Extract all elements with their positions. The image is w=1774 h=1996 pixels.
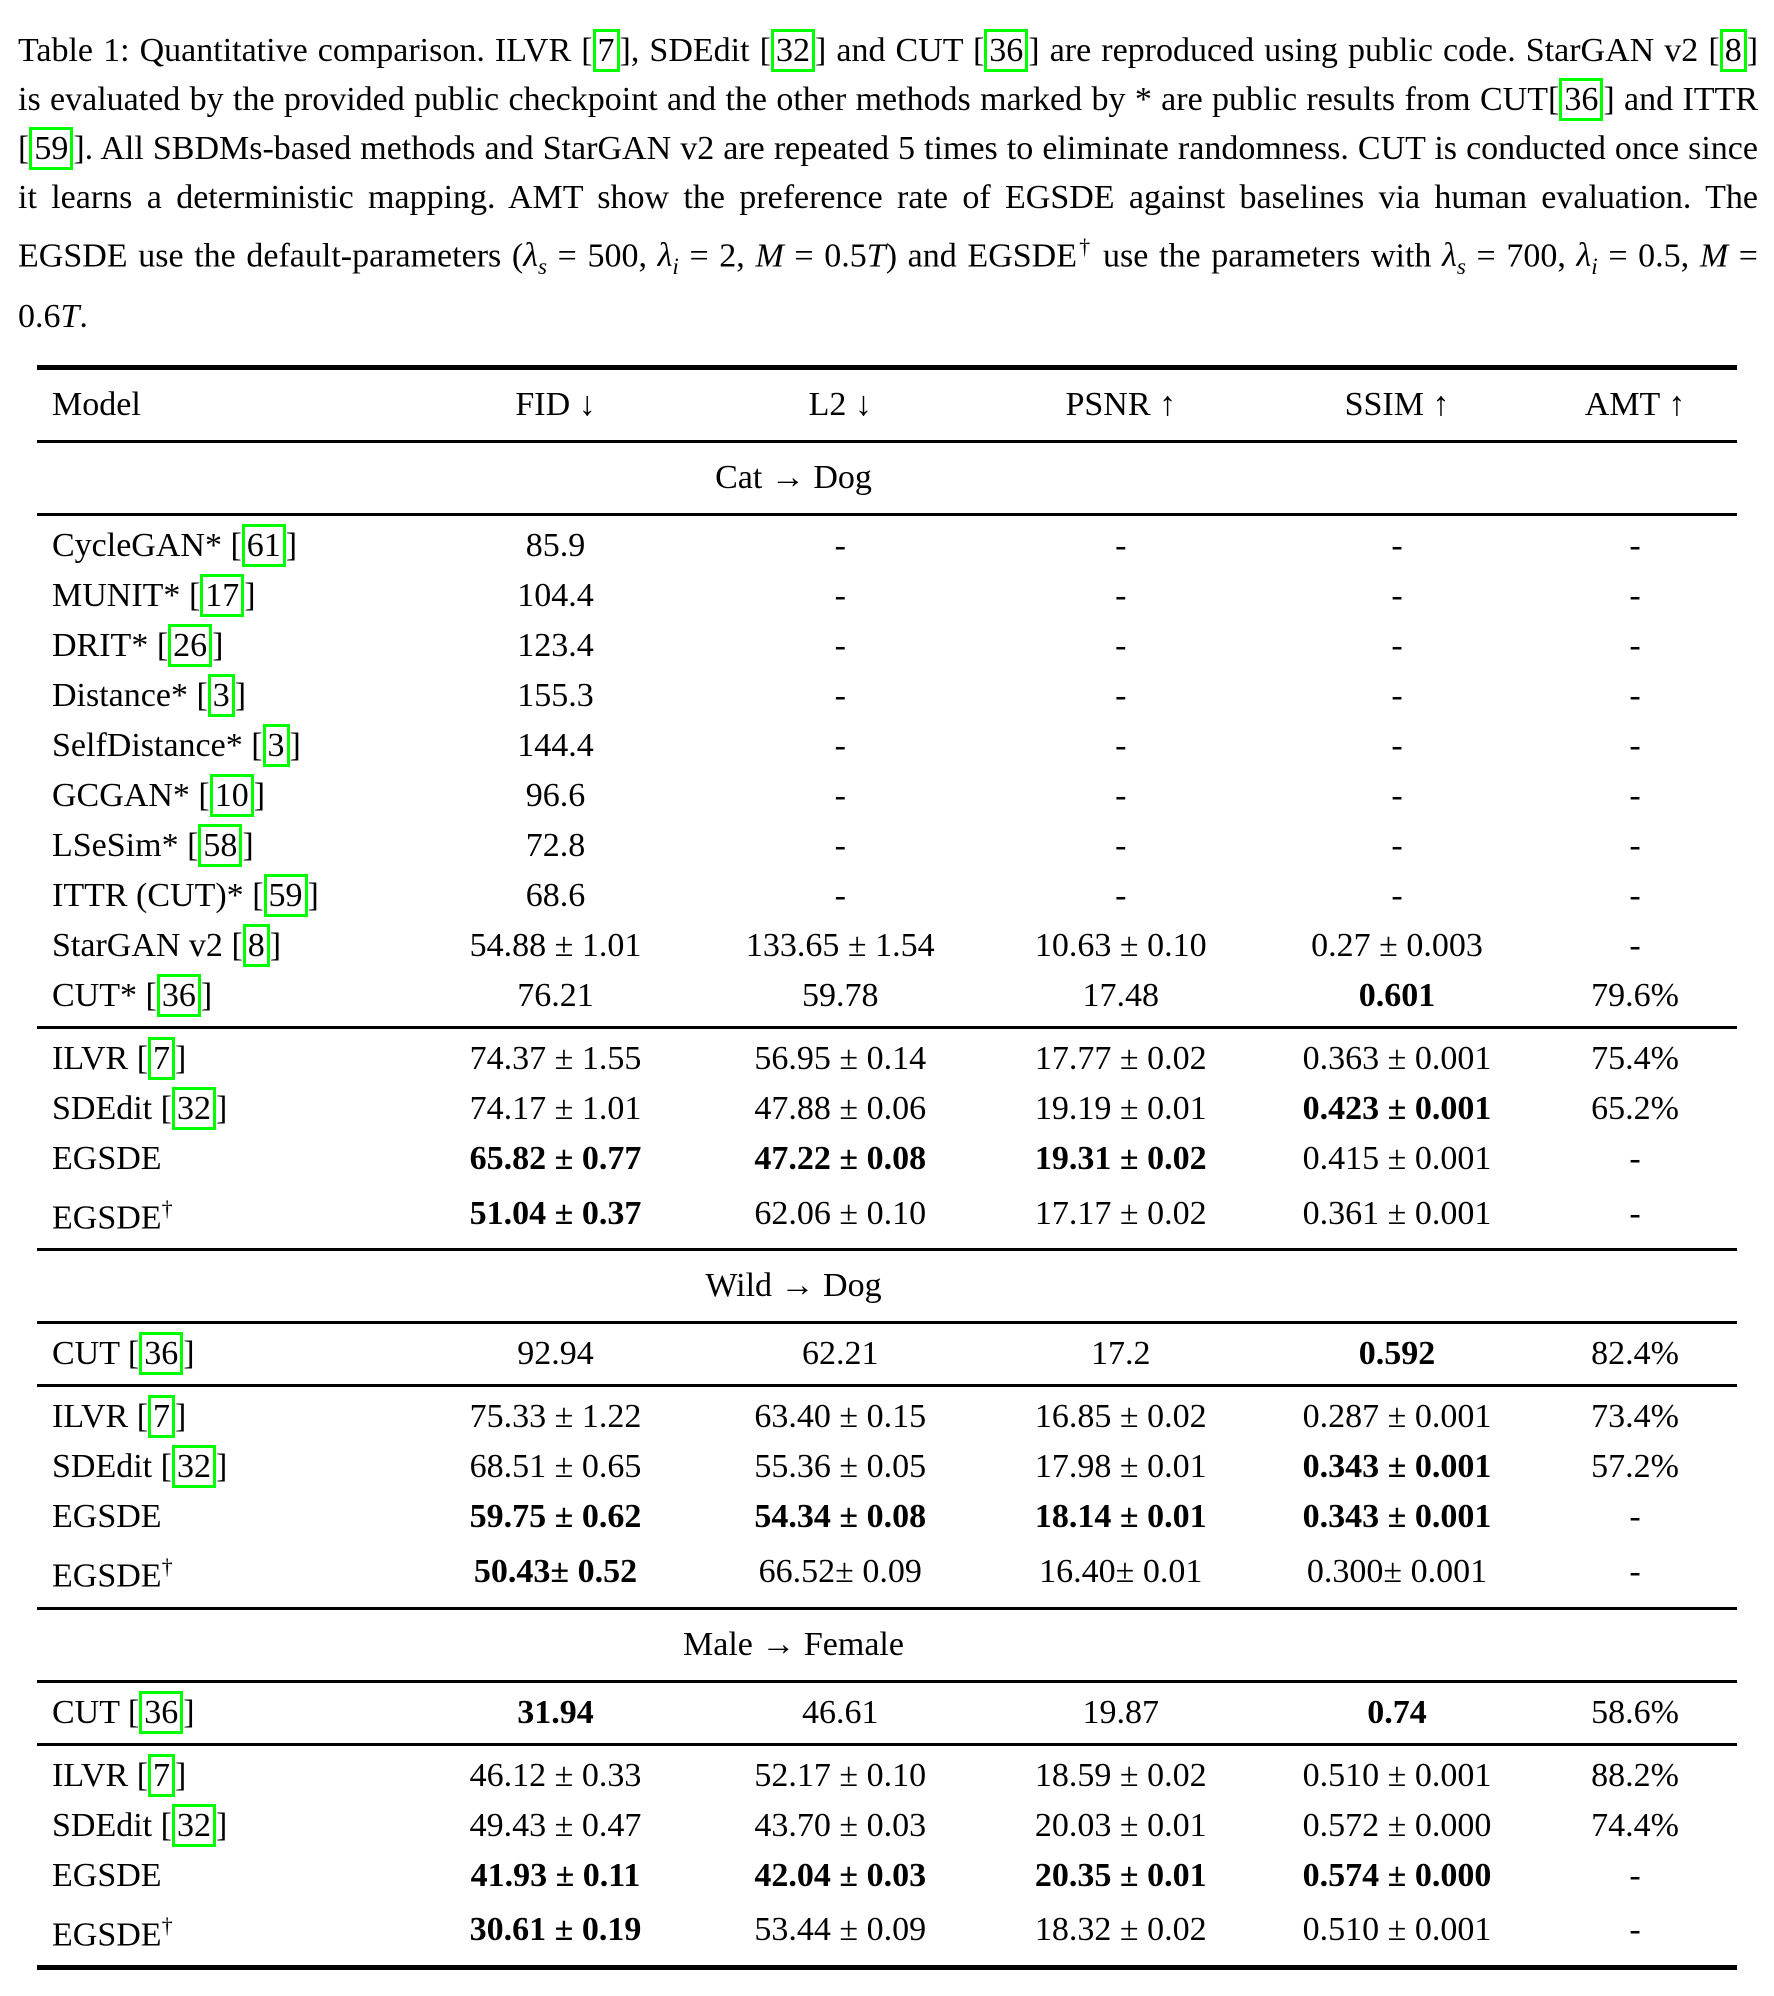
value-cell-fid: 31.94 [517, 1693, 594, 1731]
value-cell-fid: 104.4 [517, 577, 594, 615]
value-cell-ssim: 0.415 ± 0.001 [1302, 1140, 1492, 1178]
column-header-psnr: PSNR ↑ [1065, 386, 1177, 424]
model-cell [37, 1134, 411, 1184]
value-cell-fid: 30.61 ± 0.19 [469, 1911, 642, 1949]
citation-link[interactable]: [ 3 ] [196, 674, 246, 717]
value-cell-psnr: 20.35 ± 0.01 [1034, 1856, 1207, 1894]
value-cell-ssim: 0.27 ± 0.003 [1311, 927, 1483, 965]
value-cell-ssim: 0.361 ± 0.001 [1302, 1194, 1492, 1232]
value-cell-fid: 92.94 [517, 1335, 594, 1373]
value-cell-amt: 88.2% [1591, 1756, 1679, 1794]
model-cell [37, 1746, 411, 1801]
value-cell-amt: - [1629, 777, 1641, 815]
citation-link[interactable]: [ 7 ] [137, 1037, 187, 1080]
value-cell-fid: 41.93 ± 0.11 [470, 1856, 641, 1894]
caption-text: = 2, [678, 237, 756, 275]
citation-box: 8 [1720, 29, 1747, 72]
citation-link[interactable]: [ 7 ] [137, 1395, 187, 1438]
caption-text: , SDEdit [630, 32, 760, 69]
value-cell-amt: 58.6% [1591, 1693, 1679, 1731]
model-cell [37, 1542, 411, 1608]
model-name: CUT [52, 1693, 120, 1731]
math-symbol: T [866, 237, 886, 275]
value-cell-l2: 42.04 ± 0.03 [754, 1856, 927, 1894]
dagger-superscript: † [1076, 234, 1093, 259]
value-cell-ssim: 0.572 ± 0.000 [1302, 1806, 1492, 1844]
table-caption [0, 0, 1774, 341]
value-cell-psnr: 19.19 ± 0.01 [1034, 1090, 1207, 1128]
value-cell-ssim: 0.592 [1358, 1335, 1436, 1373]
table-row [37, 771, 1737, 821]
math-symbol: $\lambda_s$ [523, 237, 547, 281]
citation-link[interactable]: [ 32 ] [760, 29, 827, 72]
value-cell-l2: - [834, 627, 846, 665]
citation-link[interactable]: [ 61 ] [230, 524, 297, 567]
value-cell-amt: 74.4% [1591, 1806, 1679, 1844]
caption-text: . All SBDMs-based methods and StarGAN v2 are repeated 5 times to eliminate randomness. CUT is conducted once since it learns a deterministic mapping. AMT show the preference rate of EGSDE against baselines via human evaluation. The EGSDE use the default-parameters ( [18, 130, 1758, 275]
column-header-ssim: SSIM ↑ [1344, 386, 1450, 424]
citation-link[interactable]: [ 3 ] [251, 724, 301, 767]
citation-box: 32 [172, 1445, 216, 1488]
value-cell-psnr: 17.17 ± 0.02 [1034, 1194, 1207, 1232]
value-cell-amt: - [1629, 1856, 1641, 1894]
caption-text: Table 1: Quantitative comparison. ILVR [18, 32, 582, 69]
model-name: CUT* [52, 977, 137, 1015]
value-cell-l2: - [834, 727, 846, 765]
value-cell-fid: 144.4 [517, 727, 594, 765]
caption-text: = 0.5 [783, 237, 867, 275]
value-cell-l2: 62.21 [802, 1335, 879, 1373]
model-name: EGSDE [52, 1498, 162, 1536]
table-row [37, 671, 1737, 721]
citation-box: 61 [242, 524, 286, 567]
table-row [37, 1901, 1737, 1968]
value-cell-ssim: 0.74 [1367, 1693, 1427, 1731]
caption-text: = 0.6 [18, 237, 1758, 336]
value-cell-ssim: 0.423 ± 0.001 [1302, 1090, 1492, 1128]
value-cell-ssim: - [1391, 877, 1403, 915]
model-cell [37, 1387, 411, 1442]
section-title: Wild → Dog [705, 1267, 882, 1305]
value-cell-l2: 47.88 ± 0.06 [754, 1090, 927, 1128]
value-cell-amt: - [1629, 1911, 1641, 1949]
table-row [37, 821, 1737, 871]
value-cell-psnr: - [1115, 577, 1127, 615]
model-name: MUNIT* [52, 577, 181, 615]
citation-link[interactable]: [ 7 ] [137, 1754, 187, 1797]
citation-link[interactable]: [ 32 ] [161, 1804, 228, 1847]
model-cell [37, 1492, 411, 1542]
value-cell-psnr: 17.77 ± 0.02 [1034, 1040, 1207, 1078]
value-cell-amt: - [1629, 927, 1641, 965]
model-cell [37, 871, 411, 921]
value-cell-l2: 53.44 ± 0.09 [754, 1911, 927, 1949]
math-symbol: $\lambda_i$ [657, 237, 679, 281]
citation-box: 7 [148, 1754, 175, 1797]
table-header-row [37, 370, 1737, 442]
citation-link[interactable]: [ 36 ] [146, 974, 213, 1017]
value-cell-amt: - [1629, 627, 1641, 665]
caption-text: = 0.5, [1597, 237, 1700, 275]
caption-text: and ITTR [1614, 81, 1758, 118]
value-cell-amt: - [1629, 1140, 1641, 1178]
value-cell-ssim: 0.343 ± 0.001 [1302, 1448, 1492, 1486]
citation-link[interactable]: [ 7 ] [581, 29, 631, 72]
value-cell-l2: 56.95 ± 0.14 [754, 1040, 927, 1078]
table-row [37, 1134, 1737, 1184]
model-name: SDEdit [52, 1090, 153, 1128]
caption-text: and CUT [826, 32, 973, 69]
model-name: SDEdit [52, 1806, 153, 1844]
model-name: CUT [52, 1335, 120, 1373]
caption-text: . [79, 298, 88, 336]
value-cell-psnr: - [1115, 527, 1127, 565]
value-cell-l2: 54.34 ± 0.08 [754, 1498, 927, 1536]
model-name: SelfDistance* [52, 727, 243, 765]
value-cell-l2: - [834, 527, 846, 565]
value-cell-l2: - [834, 777, 846, 815]
citation-link[interactable]: [ 58 ] [187, 824, 254, 867]
value-cell-l2: - [834, 577, 846, 615]
math-symbol: $\lambda_s$ [1442, 237, 1466, 281]
model-name: CycleGAN* [52, 527, 222, 565]
value-cell-l2: 47.22 ± 0.08 [754, 1140, 927, 1178]
value-cell-l2: 43.70 ± 0.03 [754, 1806, 927, 1844]
section-title-row [37, 443, 1737, 515]
table-row [37, 1801, 1737, 1851]
value-cell-l2: - [834, 877, 846, 915]
value-cell-fid: 68.51 ± 0.65 [469, 1448, 642, 1486]
value-cell-ssim: - [1391, 677, 1403, 715]
model-cell [37, 1901, 411, 1968]
table-row [37, 1492, 1737, 1542]
model-cell [37, 1084, 411, 1134]
math-symbol: T [60, 298, 80, 336]
value-cell-fid: 123.4 [517, 627, 594, 665]
table-row [37, 516, 1737, 571]
table-row [37, 571, 1737, 621]
citation-box: 32 [172, 1087, 216, 1130]
value-cell-psnr: 10.63 ± 0.10 [1034, 927, 1207, 965]
citation-link[interactable]: [ 36 ] [1548, 78, 1615, 121]
value-cell-ssim: 0.574 ± 0.000 [1302, 1856, 1492, 1894]
value-cell-fid: 46.12 ± 0.33 [469, 1756, 642, 1794]
value-cell-amt: - [1629, 1498, 1641, 1536]
value-cell-fid: 59.75 ± 0.62 [469, 1498, 642, 1536]
value-cell-amt: - [1629, 527, 1641, 565]
column-header-fid: FID ↓ [515, 386, 596, 424]
value-cell-l2: 62.06 ± 0.10 [754, 1194, 927, 1232]
value-cell-fid: 72.8 [525, 827, 586, 865]
table-row [37, 621, 1737, 671]
citation-box: 26 [168, 624, 212, 667]
value-cell-psnr: 18.32 ± 0.02 [1034, 1911, 1207, 1949]
value-cell-amt: - [1629, 1553, 1641, 1591]
value-cell-amt: 79.6% [1591, 977, 1679, 1015]
citation-box: 36 [1559, 78, 1603, 121]
value-cell-psnr: 17.2 [1091, 1335, 1151, 1373]
value-cell-fid: 75.33 ± 1.22 [469, 1398, 642, 1436]
model-cell [37, 771, 411, 821]
value-cell-l2: 46.61 [802, 1693, 879, 1731]
model-cell [37, 671, 411, 721]
table-row [37, 1442, 1737, 1492]
citation-link[interactable]: [ 59 ] [252, 874, 319, 917]
table-row [37, 871, 1737, 921]
value-cell-fid: 155.3 [517, 677, 594, 715]
results-table [37, 365, 1737, 1970]
citation-box: 7 [148, 1037, 175, 1080]
value-cell-l2: 133.65 ± 1.54 [745, 927, 935, 965]
model-name: StarGAN v2 [52, 927, 223, 965]
model-cell [37, 1442, 411, 1492]
table-row [37, 1542, 1737, 1608]
section-title-row [37, 1610, 1737, 1682]
value-cell-ssim: - [1391, 577, 1403, 615]
value-cell-psnr: 18.14 ± 0.01 [1034, 1498, 1207, 1536]
value-cell-ssim: 0.510 ± 0.001 [1302, 1756, 1492, 1794]
value-cell-psnr: 17.48 [1082, 977, 1159, 1015]
citation-link[interactable]: [ 17 ] [189, 574, 256, 617]
table-row [37, 721, 1737, 771]
citation-link[interactable]: [ 59 ] [18, 127, 85, 170]
value-cell-fid: 50.43± 0.52 [473, 1553, 638, 1591]
model-name: ITTR (CUT)* [52, 877, 244, 915]
model-cell [37, 971, 411, 1028]
citation-link[interactable]: [ 36 ] [973, 29, 1040, 72]
value-cell-psnr: 16.85 ± 0.02 [1034, 1398, 1207, 1436]
value-cell-ssim: - [1391, 627, 1403, 665]
citation-link[interactable]: [ 26 ] [157, 624, 224, 667]
table-row [37, 1851, 1737, 1901]
value-cell-amt: - [1629, 727, 1641, 765]
caption-text: = 500, [546, 237, 658, 275]
caption-text: = 700, [1465, 237, 1577, 275]
table-row [37, 971, 1737, 1028]
dagger-superscript: † [161, 1196, 173, 1222]
value-cell-amt: - [1629, 577, 1641, 615]
table-row [37, 1683, 1737, 1745]
citation-box: 10 [210, 774, 254, 817]
value-cell-ssim: 0.343 ± 0.001 [1302, 1498, 1492, 1536]
value-cell-l2: 63.40 ± 0.15 [754, 1398, 927, 1436]
citation-box: 7 [148, 1395, 175, 1438]
value-cell-psnr: 18.59 ± 0.02 [1034, 1756, 1207, 1794]
model-cell [37, 1851, 411, 1901]
table-rule-bottom [37, 1968, 1737, 1971]
model-name: EGSDE [52, 1916, 162, 1954]
citation-link[interactable]: [ 36 ] [128, 1332, 195, 1375]
value-cell-psnr: - [1115, 677, 1127, 715]
citation-box: 58 [198, 824, 242, 867]
value-cell-ssim: 0.287 ± 0.001 [1302, 1398, 1492, 1436]
citation-box: 59 [264, 874, 308, 917]
citation-box: 59 [29, 127, 73, 170]
model-name: EGSDE [52, 1856, 162, 1894]
model-name: ILVR [52, 1756, 129, 1794]
value-cell-l2: 59.78 [802, 977, 879, 1015]
citation-link[interactable]: [ 32 ] [161, 1445, 228, 1488]
citation-link[interactable]: [ 8 ] [231, 924, 281, 967]
math-symbol: $\lambda_i$ [1576, 237, 1598, 281]
value-cell-fid: 74.37 ± 1.55 [469, 1040, 642, 1078]
model-name: SDEdit [52, 1448, 153, 1486]
model-name: GCGAN* [52, 777, 190, 815]
value-cell-psnr: - [1115, 777, 1127, 815]
value-cell-psnr: 20.03 ± 0.01 [1034, 1806, 1207, 1844]
value-cell-fid: 76.21 [517, 977, 594, 1015]
value-cell-ssim: 0.510 ± 0.001 [1302, 1911, 1492, 1949]
value-cell-psnr: - [1115, 627, 1127, 665]
section-title: Male → Female [683, 1625, 904, 1663]
value-cell-amt: 73.4% [1591, 1398, 1679, 1436]
math-symbol: M [755, 237, 784, 275]
model-name: ILVR [52, 1398, 129, 1436]
value-cell-ssim: - [1391, 777, 1403, 815]
value-cell-l2: - [834, 827, 846, 865]
model-name: EGSDE [52, 1199, 162, 1237]
value-cell-amt: - [1629, 677, 1641, 715]
table-row [37, 1029, 1737, 1084]
value-cell-ssim: - [1391, 827, 1403, 865]
citation-box: 36 [984, 29, 1028, 72]
column-header-model: Model [52, 386, 141, 424]
citation-box: 3 [208, 674, 235, 717]
citation-box: 7 [593, 29, 620, 72]
citation-box: 32 [771, 29, 815, 72]
citation-link[interactable]: [ 8 ] [1708, 29, 1758, 72]
model-cell [37, 921, 411, 971]
value-cell-amt: 75.4% [1591, 1040, 1679, 1078]
value-cell-amt: 57.2% [1591, 1448, 1679, 1486]
model-cell [37, 571, 411, 621]
value-cell-fid: 85.9 [525, 527, 586, 565]
column-header-amt: AMT ↑ [1584, 386, 1686, 424]
citation-link[interactable]: [ 10 ] [198, 774, 265, 817]
value-cell-fid: 96.6 [525, 777, 586, 815]
value-cell-l2: - [834, 677, 846, 715]
model-cell [37, 1801, 411, 1851]
model-cell [37, 1184, 411, 1250]
value-cell-fid: 74.17 ± 1.01 [469, 1090, 642, 1128]
model-cell [37, 1683, 411, 1745]
value-cell-amt: 65.2% [1591, 1090, 1679, 1128]
value-cell-ssim: 0.300± 0.001 [1306, 1553, 1488, 1591]
value-cell-ssim: 0.363 ± 0.001 [1302, 1040, 1492, 1078]
value-cell-psnr: 16.40± 0.01 [1039, 1553, 1203, 1591]
model-name: ILVR [52, 1040, 129, 1078]
value-cell-amt: - [1629, 1194, 1641, 1232]
model-cell [37, 721, 411, 771]
value-cell-l2: 66.52± 0.09 [758, 1553, 922, 1591]
caption-text: are reproduced using public code. StarGAN v2 [1039, 32, 1709, 69]
value-cell-psnr: 19.87 [1082, 1693, 1159, 1731]
table-row [37, 1084, 1737, 1134]
table-row [37, 1746, 1737, 1801]
model-cell [37, 621, 411, 671]
column-header-l2: L2 ↓ [808, 386, 872, 424]
citation-box: 17 [200, 574, 244, 617]
model-name: EGSDE [52, 1557, 162, 1595]
value-cell-fid: 54.88 ± 1.01 [469, 927, 642, 965]
table-row [37, 921, 1737, 971]
model-name: DRIT* [52, 627, 149, 665]
citation-box: 32 [172, 1804, 216, 1847]
model-name: LSeSim* [52, 827, 179, 865]
dagger-superscript: † [161, 1554, 173, 1580]
citation-link[interactable]: [ 32 ] [161, 1087, 228, 1130]
value-cell-amt: - [1629, 827, 1641, 865]
model-cell [37, 1029, 411, 1084]
model-cell [37, 1324, 411, 1386]
value-cell-psnr: - [1115, 827, 1127, 865]
value-cell-ssim: 0.601 [1358, 977, 1436, 1015]
value-cell-ssim: - [1391, 527, 1403, 565]
table-row [37, 1184, 1737, 1250]
citation-link[interactable]: [ 36 ] [128, 1691, 195, 1734]
math-symbol: M [1699, 237, 1729, 275]
value-cell-amt: - [1629, 877, 1641, 915]
value-cell-psnr: 19.31 ± 0.02 [1034, 1140, 1207, 1178]
table-row [37, 1324, 1737, 1386]
section-title: Cat → Dog [715, 459, 872, 497]
value-cell-l2: 52.17 ± 0.10 [754, 1756, 927, 1794]
value-cell-ssim: - [1391, 727, 1403, 765]
table-row [37, 1387, 1737, 1442]
value-cell-l2: 55.36 ± 0.05 [754, 1448, 927, 1486]
model-name: Distance* [52, 677, 188, 715]
value-cell-amt: 82.4% [1591, 1335, 1679, 1373]
caption-text: is evaluated by the provided public checkpoint and the other methods marked by * are public results from CUT [18, 81, 1548, 118]
citation-box: 36 [139, 1332, 183, 1375]
citation-box: 8 [243, 924, 270, 967]
model-name: EGSDE [52, 1140, 162, 1178]
value-cell-fid: 65.82 ± 0.77 [469, 1140, 642, 1178]
caption-text: use the parameters with [1092, 237, 1443, 275]
citation-box: 36 [157, 974, 201, 1017]
value-cell-psnr: 17.98 ± 0.01 [1034, 1448, 1207, 1486]
value-cell-psnr: - [1115, 727, 1127, 765]
citation-box: 3 [263, 724, 290, 767]
dagger-superscript: † [161, 1912, 173, 1938]
model-cell [37, 821, 411, 871]
value-cell-fid: 51.04 ± 0.37 [469, 1194, 642, 1232]
value-cell-fid: 49.43 ± 0.47 [469, 1806, 642, 1844]
caption-text: ) and EGSDE [885, 237, 1077, 275]
section-title-row [37, 1251, 1737, 1323]
model-cell [37, 516, 411, 571]
citation-box: 36 [139, 1691, 183, 1734]
value-cell-psnr: - [1115, 877, 1127, 915]
value-cell-fid: 68.6 [525, 877, 586, 915]
